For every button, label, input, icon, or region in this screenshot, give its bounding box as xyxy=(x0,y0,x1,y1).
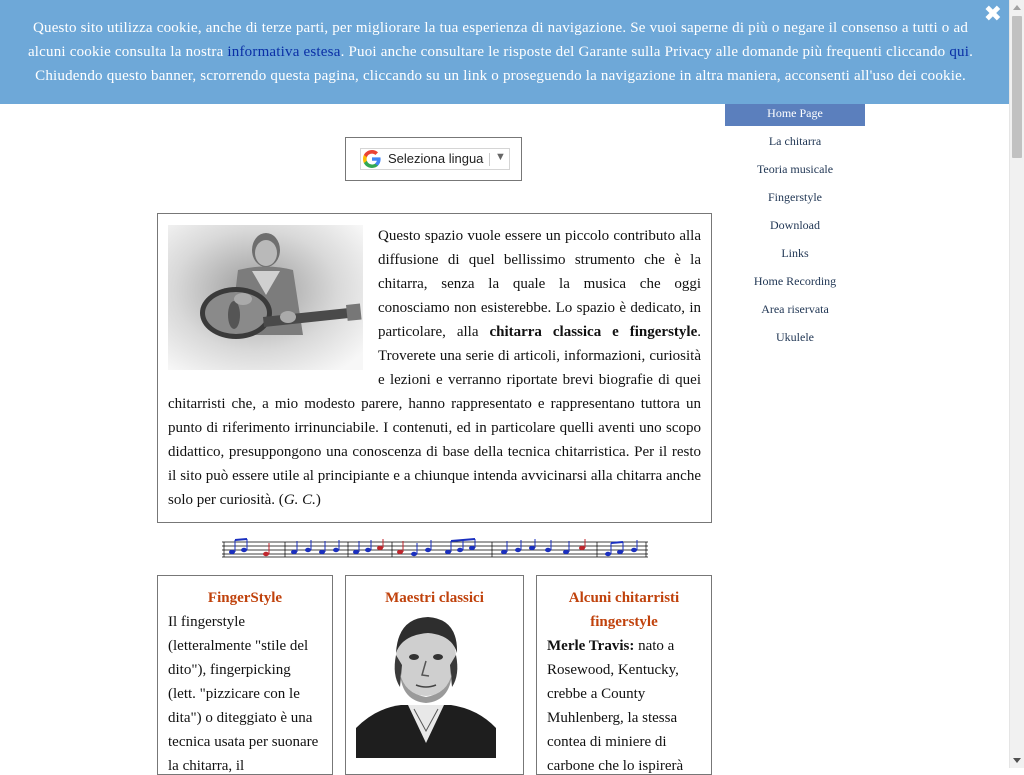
merle-travis-name: Merle Travis: xyxy=(547,638,635,654)
nav-item-ukulele[interactable]: Ukulele xyxy=(776,330,814,344)
nav-item-download[interactable]: Download xyxy=(770,218,820,232)
scroll-up-arrow-icon[interactable] xyxy=(1013,5,1021,10)
close-icon[interactable]: ✖ xyxy=(983,2,1003,27)
intro-box: Questo spazio vuole essere un piccolo contributo alla diffusione di quel bellissimo strumento che è la chitarra, senza la quale la musica che oggi conosciamo non esisterebbe. Lo spazio è dedicato, in particolare, alla chitarra classica e fingerstyle. Troverete una serie di articoli, informazioni, curiosità e lezioni e verranno riportate brevi biografie di quei chitarristi che, a mio modesto parere, hanno rappresentato e rappresentano tuttora un punto di riferimento irrinunciabile. I contenuti, ed in particolare quelli aventi uno scopo didattico, presuppongono una conoscenza di base della tecnica chitarristica. Per il resto il sito può essere utile al principiante e a chiunque intenda avvicinarsi alla chitarra anche solo per curiosità. (G. C.) xyxy=(157,213,712,523)
nav-item-la-chitarra[interactable]: La chitarra xyxy=(768,134,822,148)
scroll-down-arrow-icon[interactable] xyxy=(1013,758,1021,763)
maestri-classici-card-title[interactable]: Maestri classici xyxy=(385,590,484,606)
fingerstyle-card-text: Il fingerstyle (letteralmente "stile del dito"), fingerpicking (lett. "pizzicare con le dita") o diteggiato è una tecnica usata per suonare la chitarra, il xyxy=(168,614,319,774)
maestri-classici-card xyxy=(345,575,524,775)
chitarristi-card-text: Merle Travis: nato a Rosewood, Kentucky, crebbe a County Muhlenberg, la stessa contea di miniere di carbone che lo ispirerà xyxy=(547,638,684,774)
nav-item-home-page[interactable]: Home Page xyxy=(725,104,865,126)
nav-item-home-recording[interactable]: Home Recording xyxy=(753,274,837,288)
language-select-label: Seleziona lingua xyxy=(388,151,484,166)
main-nav xyxy=(725,104,865,356)
nav-item-teoria-musicale[interactable]: Teoria musicale xyxy=(756,162,834,176)
guitarist-image xyxy=(168,225,363,370)
select-divider xyxy=(489,153,490,166)
google-g-icon xyxy=(363,150,381,168)
composer-portrait[interactable] xyxy=(356,613,496,758)
guitarist-photo xyxy=(168,225,363,370)
music-staff-decoration xyxy=(222,538,648,558)
intro-bold-text: chitarra classica e fingerstyle xyxy=(489,324,698,340)
nav-item-area-riservata[interactable]: Area riservata xyxy=(761,302,829,316)
language-select[interactable] xyxy=(360,148,510,170)
nav-item-fingerstyle[interactable]: Fingerstyle xyxy=(768,190,822,204)
author-signature: G. C. xyxy=(283,492,316,508)
scrollbar-thumb[interactable] xyxy=(1012,16,1022,158)
qui-link[interactable]: qui xyxy=(949,44,970,60)
translate-widget xyxy=(345,137,522,181)
fingerstyle-card xyxy=(157,575,333,775)
fingerstyle-card-title[interactable]: FingerStyle xyxy=(207,590,283,606)
chitarristi-fingerstyle-card-title[interactable]: Alcuni chitarristi fingerstyle xyxy=(568,590,680,630)
informativa-estesa-link[interactable]: informativa estesa xyxy=(227,44,341,60)
scrollbar[interactable] xyxy=(1009,0,1024,768)
chitarristi-fingerstyle-card xyxy=(536,575,712,775)
nav-item-links[interactable]: Links xyxy=(781,246,809,260)
chevron-down-icon: ▼ xyxy=(495,151,506,163)
intro-text: Questo spazio vuole essere un piccolo contributo alla diffusione di quel bellissimo strumento che è la chitarra, senza la quale la musica che oggi conosciamo non esisterebbe. Lo spazio è dedicato, in particolare, alla xyxy=(378,228,701,340)
cookie-banner xyxy=(0,0,1009,104)
cookie-text: Questo sito utilizza cookie, anche di terze parti, per migliorare la tua esperienza di navigazione. Se vuoi saperne di più o negare il consenso a tutti o ad alcuni cookie consulta la nostra informativa estesa. Puoi anche consultare le risposte del Garante sulla Privacy alle domande più frequenti cliccando qui. Chiudendo questo banner, scrorrendo questa pagina, cliccando su un link o proseguendo la navigazione in altra maniera, acconsenti all'uso dei cookie. xyxy=(27,20,974,84)
